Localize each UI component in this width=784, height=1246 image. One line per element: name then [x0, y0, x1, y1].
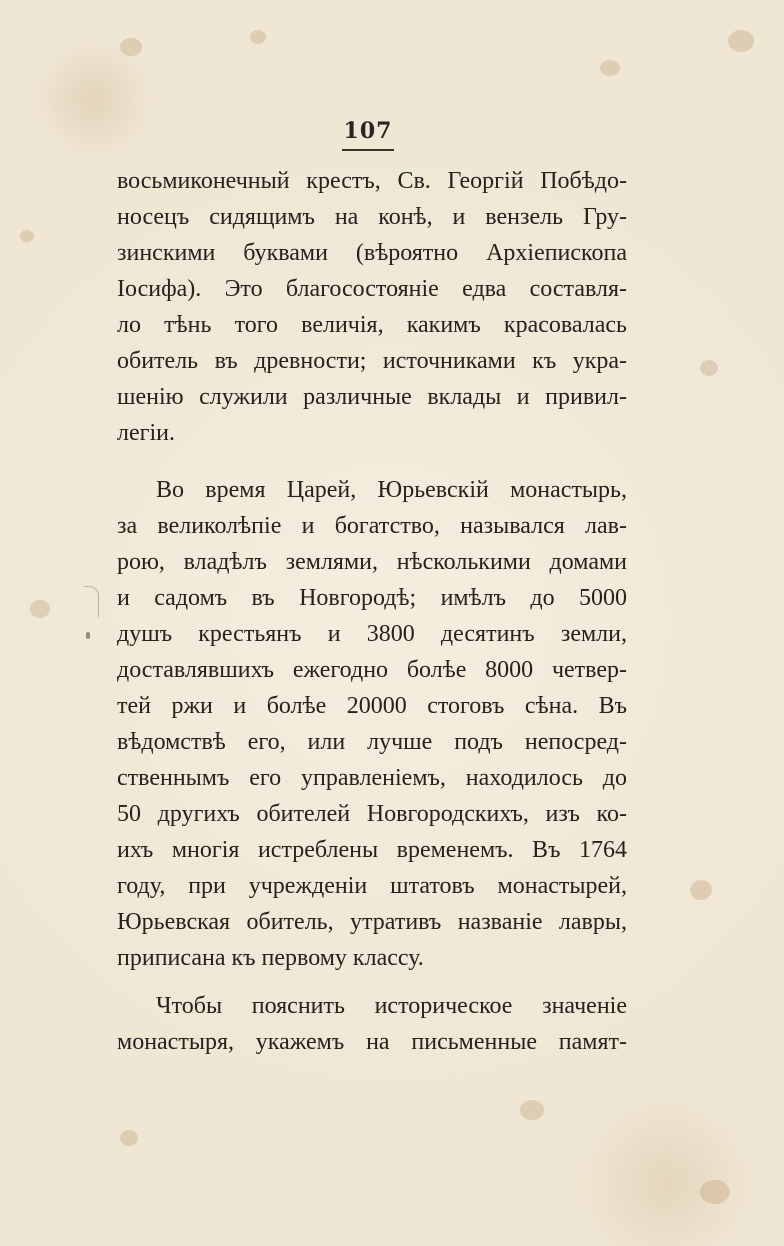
text-line: Іосифа). Это благосостояніе едва составля- [117, 276, 627, 302]
text-line: тей ржи и болѣе 20000 стоговъ сѣна. Въ [117, 693, 627, 719]
text-line: и садомъ въ Новгородѣ; имѣлъ до 5000 [117, 585, 627, 611]
text-line: зинскими буквами (вѣроятно Архіепископа [117, 240, 627, 266]
page-number-rule [342, 149, 394, 151]
text-line: монастыря, укажемъ на письменные памят- [117, 1029, 627, 1055]
text-line: году, при учрежденіи штатовъ монастырей, [117, 873, 627, 899]
text-line: 50 другихъ обителей Новгородскихъ, изъ ко- [117, 801, 627, 827]
text-line: ихъ многія истреблены временемъ. Въ 1764 [117, 837, 627, 863]
paper-stain [520, 1100, 544, 1120]
paper-stain [30, 600, 50, 618]
text-line: приписана къ первому классу. [117, 945, 424, 971]
paper-stain [250, 30, 266, 44]
paper-stain [20, 230, 34, 242]
text-line: доставлявшихъ ежегодно болѣе 8000 четвер- [117, 657, 627, 683]
text-line: носецъ сидящимъ на конѣ, и вензель Гру- [117, 204, 627, 230]
text-line: Юрьевская обитель, утративъ названіе лавры, [117, 909, 627, 935]
paper-stain [728, 30, 754, 52]
paper-stain [700, 1180, 730, 1204]
page-number: 107 [343, 118, 393, 144]
text-line: рою, владѣлъ землями, нѣсколькими домами [117, 549, 627, 575]
text-line: восьмиконечный крестъ, Св. Георгій Побѣдо- [117, 168, 627, 194]
text-line: Во время Царей, Юрьевскій монастырь, [156, 477, 627, 503]
text-line: вѣдомствѣ его, или лучше подъ непосред- [117, 729, 627, 755]
text-line: обитель въ древности; источниками къ укра- [117, 348, 627, 374]
pencil-mark [84, 586, 99, 617]
paper-stain [120, 38, 142, 56]
text-line: ло тѣнь того величія, какимъ красовалась [117, 312, 627, 338]
text-line: шенію служили различные вклады и привил- [117, 384, 627, 410]
text-line: Чтобы пояснить историческое значеніе [156, 993, 627, 1019]
paper-stain [700, 360, 718, 376]
text-line: легіи. [117, 420, 175, 446]
paper-stain [690, 880, 712, 900]
text-line: за великолѣпіе и богатство, назывался лав- [117, 513, 627, 539]
paper-stain [120, 1130, 138, 1146]
paper-stain [600, 60, 620, 76]
ink-dot [86, 632, 90, 639]
text-line: душъ крестьянъ и 3800 десятинъ земли, [117, 621, 627, 647]
text-line: ственнымъ его управленіемъ, находилось до [117, 765, 627, 791]
